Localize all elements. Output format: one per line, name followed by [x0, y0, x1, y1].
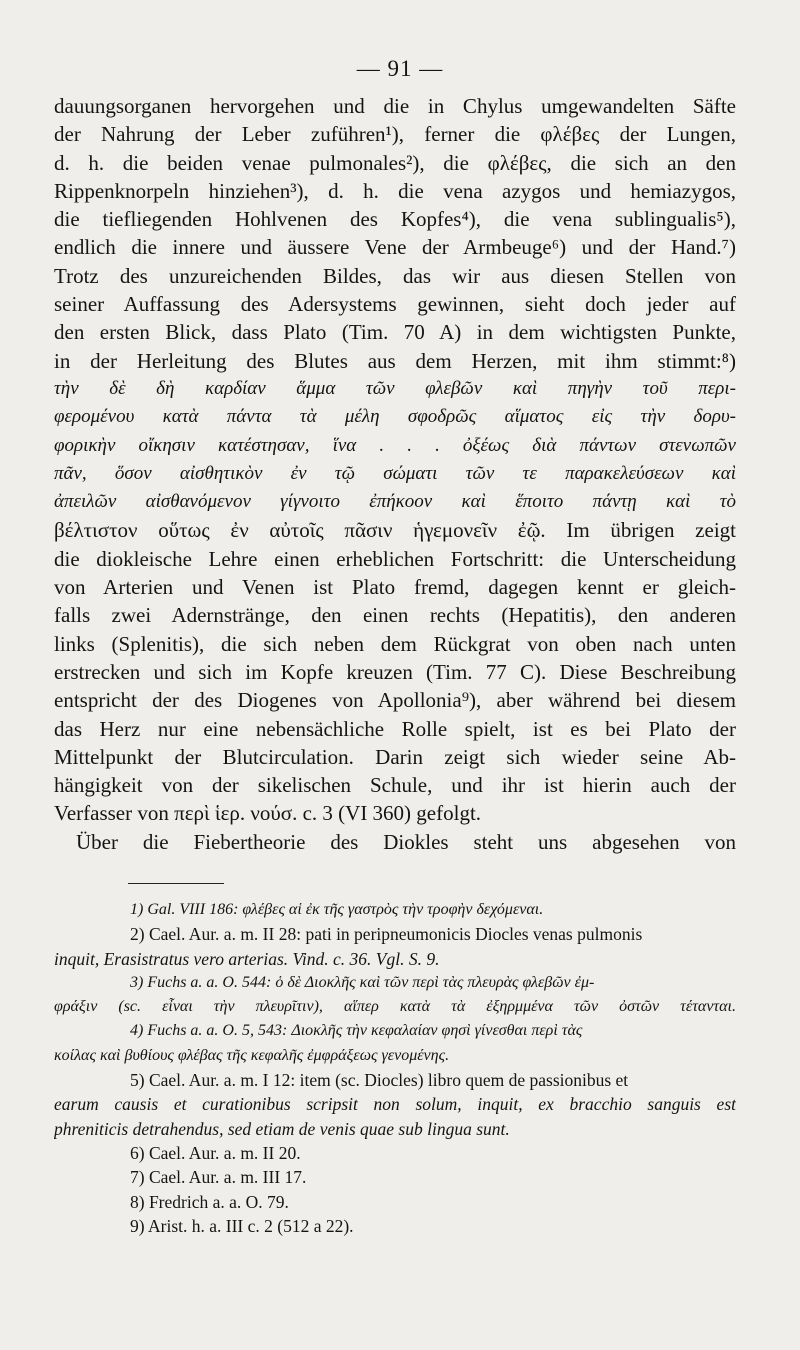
text-line: erstrecken und sich im Kopfe kreuzen (Tim. 77 C). Diese Beschreibung [54, 659, 736, 684]
footnote-3-cont: φράξιν (sc. εἶναι τὴν πλευρῖτιν), αἵπερ κατὰ τὰ ἐξηρμμένα τῶν ὀστῶν τέτανται. [54, 998, 736, 1016]
text-line: die diokleische Lehre einen erheblichen Fortschritt: die Unterscheidung [54, 546, 736, 571]
footnote-7: 7) Cael. Aur. a. m. III 17. [130, 1167, 307, 1188]
text-line: den ersten Blick, dass Plato (Tim. 70 A) in dem wichtigsten Punkte, [54, 320, 736, 345]
text-line: in der Herleitung des Blutes aus dem Herzen, mit ihm stimmt:⁸) [54, 348, 736, 373]
footnote-4: 4) Fuchs a. a. O. 5, 543: Διοκλῆς τὴν κεφαλαίαν φησὶ γίνεσθαι περὶ τὰς [130, 1022, 583, 1040]
footnote-5: 5) Cael. Aur. a. m. I 12: item (sc. Diocles) libro quem de passionibus et [130, 1070, 629, 1091]
text-line: der Nahrung der Leber zuführen¹), ferner die φλέβες der Lungen, [54, 122, 736, 147]
text-line: die tiefliegenden Hohlvenen des Kopfes⁴), die vena sublingualis⁵), [54, 207, 736, 232]
text-line: Über die Fiebertheorie des Diokles steht uns abgesehen von [76, 829, 736, 854]
text-line: von Arterien und Venen ist Plato fremd, dagegen kennt er gleich- [54, 575, 736, 600]
footnote-2: 2) Cael. Aur. a. m. II 28: pati in peripneumonicis Diocles venas pulmonis [130, 924, 643, 945]
text-line: hängigkeit von der sikelischen Schule, und ihr ist hierin auch der [54, 773, 736, 798]
text-line: endlich die innere und äussere Vene der Armbeuge⁶) und der Hand.⁷) [54, 235, 736, 260]
text-line: falls zwei Adernstränge, den einen rechts (Hepatitis), den anderen [54, 603, 736, 628]
text-line: Mittelpunkt der Blutcirculation. Darin zeigt sich wieder seine Ab- [54, 744, 736, 769]
footnote-divider [128, 883, 224, 884]
footnote-2-cont: inquit, Erasistratus vero arterias. Vind. c. 36. Vgl. S. 9. [54, 948, 440, 969]
footnote-6: 6) Cael. Aur. a. m. II 20. [130, 1142, 301, 1163]
footnote-3: 3) Fuchs a. a. O. 544: ὁ δὲ Διοκλῆς καὶ τῶν περὶ τὰς πλευρὰς φλεβῶν ἐμ- [130, 973, 595, 991]
greek-quote-line: ἀπειλῶν αἰσθανόμενον γίγνοιτο ἐπήκοον καὶ ἕποιτο πάντῃ καὶ τὸ [54, 491, 736, 513]
main-text [54, 92, 736, 856]
text-line: das Herz nur eine nebensächliche Rolle spielt, ist es bei Plato der [54, 716, 736, 741]
text-line: d. h. die beiden venae pulmonales²), die φλέβες, die sich an den [54, 150, 736, 175]
footnote-9: 9) Arist. h. a. III c. 2 (512 a 22). [130, 1215, 354, 1236]
text-line: Verfasser von περὶ ἱερ. νούσ. c. 3 (VI 360) gefolgt. [54, 801, 482, 826]
text-line: Rippenknorpeln hinziehen³), d. h. die vena azygos und hemiazygos, [54, 178, 736, 203]
text-line: seiner Auffassung des Adersystems gewinnen, sieht doch jeder auf [54, 292, 736, 317]
footnote-5-cont: phreniticis detrahendus, sed etiam de venis quae sub lingua sunt. [54, 1118, 510, 1139]
greek-quote-line: φερομένου κατὰ πάντα τὰ μέλη σφοδρῶς αἵματος εἰς τὴν δορυ- [54, 406, 736, 428]
footnote-8: 8) Fredrich a. a. O. 79. [130, 1191, 289, 1212]
greek-quote-line: τὴν δὲ δὴ καρδίαν ἅμμα τῶν φλεβῶν καὶ πηγὴν τοῦ περι- [54, 377, 736, 399]
page-number-header: — 91 — [356, 56, 444, 81]
footnote-4-cont: κοίλας καὶ βυθίους φλέβας τῆς κεφαλῆς ἐμφράξεως γενομένης. [54, 1046, 450, 1064]
text-line: links (Splenitis), die sich neben dem Rückgrat von oben nach unten [54, 631, 736, 656]
greek-quote-line: πᾶν, ὅσον αἰσθητικὸν ἐν τῷ σώματι τῶν τε παρακελεύσεων καὶ [54, 462, 736, 484]
footnote-5-cont: earum causis et curationibus scripsit non solum, inquit, ex bracchio sanguis est [54, 1094, 736, 1115]
footnote-1: 1) Gal. VIII 186: φλέβες αἱ ἐκ τῆς γαστρὸς τὴν τροφὴν δεχόμεναι. [130, 901, 544, 918]
footnotes [54, 898, 736, 1238]
text-line: entspricht der des Diogenes von Apollonia⁹), aber während bei diesem [54, 688, 736, 713]
text-line: Trotz des unzureichenden Bildes, das wir aus diesen Stellen von [54, 263, 736, 288]
text-line: βέλτιστον οὕτως ἐν αὐτοῖς πᾶσιν ἡγεμονεῖν ἐῷ. Im übrigen zeigt [54, 518, 736, 543]
greek-quote-line: φορικὴν οἴκησιν κατέστησαν, ἵνα . . . ὀξέως διὰ πάντων στενωπῶν [54, 434, 736, 456]
text-line: dauungsorganen hervorgehen und die in Chylus umgewandelten Säfte [54, 94, 736, 118]
